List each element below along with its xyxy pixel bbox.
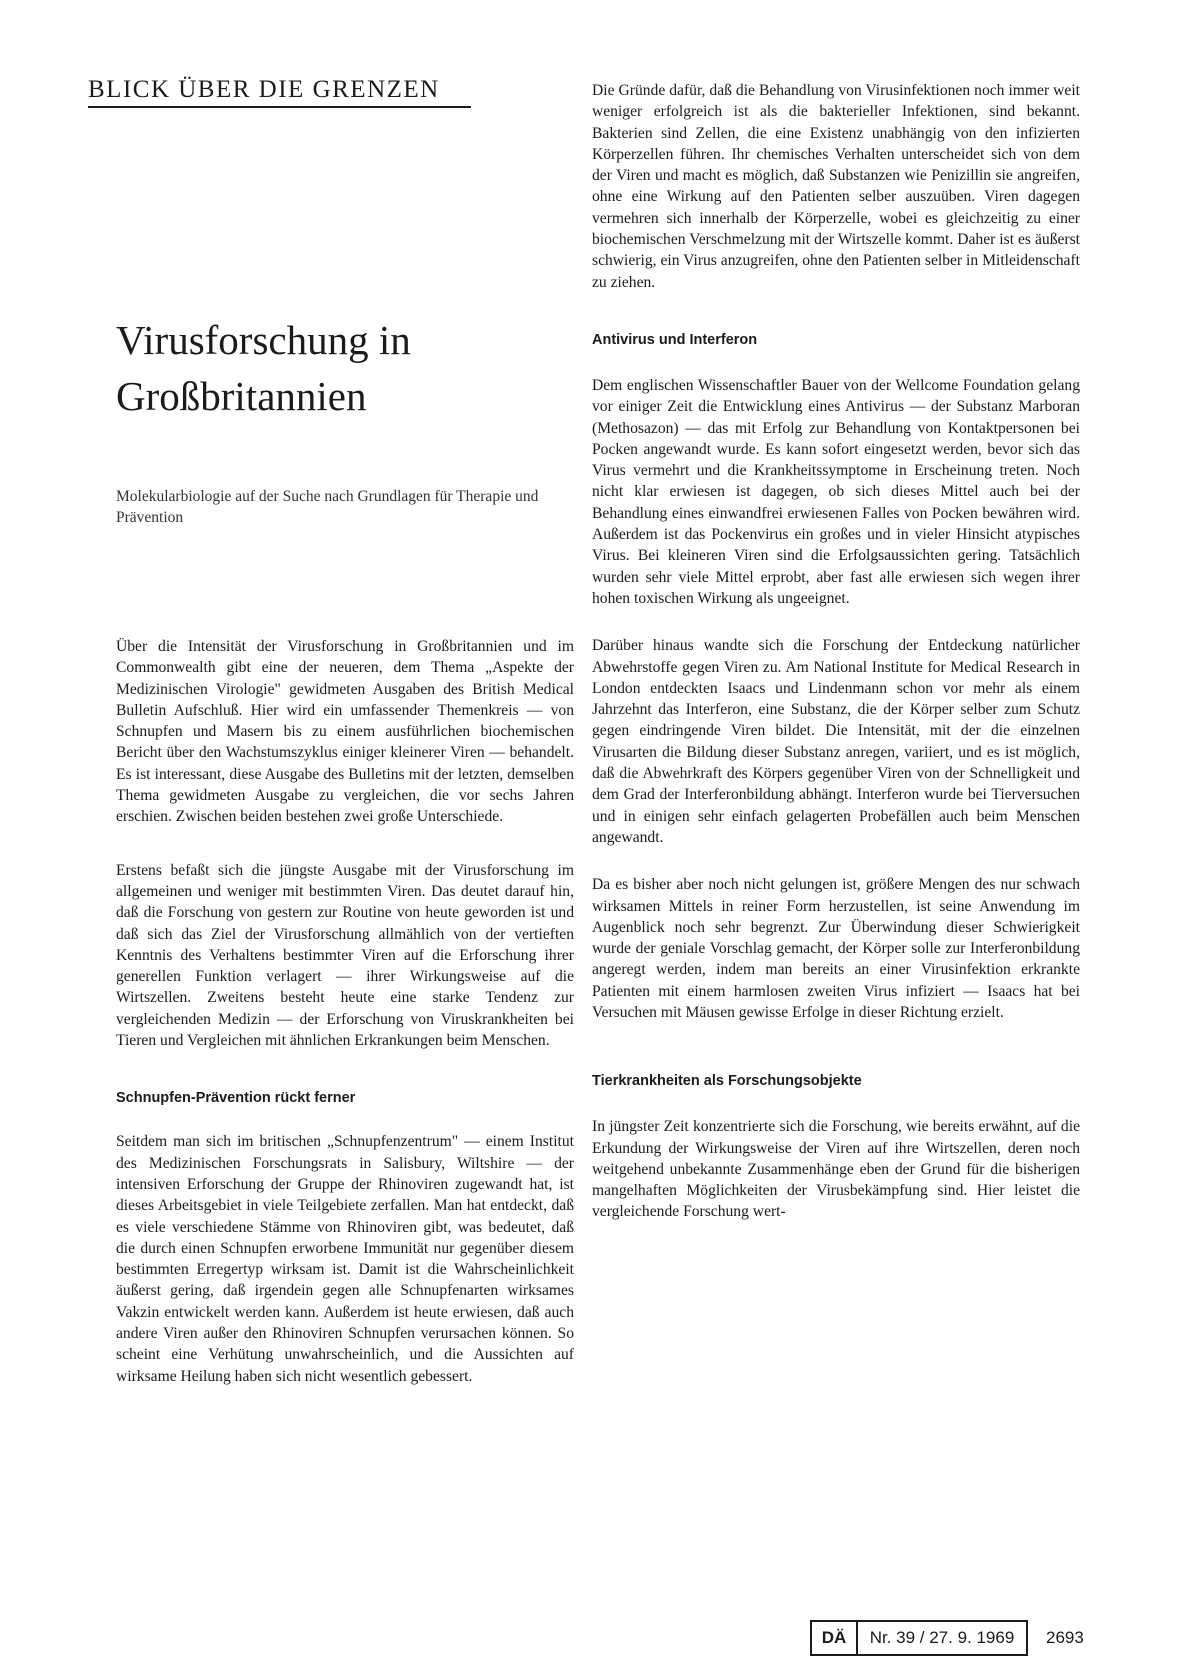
article-subtitle: Molekularbiologie auf der Suche nach Grundlagen für Therapie und Prävention xyxy=(116,488,539,526)
paragraph: Erstens befaßt sich die jüngste Ausgabe mit der Virusforschung im allgemeinen und weniger mit bestimmten Viren. Das deutet darauf hin, daß die Forschung von gestern zur Routine von heute geworden ist und daß sich das Ziel der Virusforschung allmählich von der vertieften Kenntnis des Verhaltens bestimmter Viren auf die Erforschung ihrer generellen Funktion verlagert — ihrer Wirkungsweise auf die Wirtszellen. Zweitens besteht heute eine starke Tendenz zur vergleichenden Medizin — der Erforschung von Viruskrankheiten bei Tieren und Vergleichen mit ähnlichen Erkrankungen beim Menschen. xyxy=(116,861,574,1050)
paragraph: In jüngster Zeit konzentrierte sich die Forschung, wie bereits erwähnt, auf die Erkundung der Wirkungsweise der Viren auf ihre Wirtszellen, deren noch weitgehend unbekannte Zusammenhänge eben der Grund für die bisherigen mangelhaften Möglichkeiten der Virusbekämpfung sind. Hier leistet die vergleichende Forschung wert- xyxy=(592,1118,1080,1221)
right-column xyxy=(592,80,1080,1223)
paragraph: Seitdem man sich im britischen „Schnupfenzentrum" — einem Institut des Medizinischen Forschungsrats in Salisbury, Wiltshire — der intensiven Erforschung der Gruppe der Rhinoviren zugewandt hat, ist dieses Arbeitsgebiet in viele Teilgebiete zerfallen. Man hat entdeckt, daß es viele verschiedene Stämme von Rhinoviren gibt, was bedeutet, daß die durch einen Schnupfen erworbene Immunität nur gegenüber diesem bestimmten Erregertyp wirksam ist. Damit ist die Wahrscheinlichkeit äußerst gering, daß irgendein gegen alle Schnupfenarten wirksames Vakzin entwickelt werden kann. Außerdem ist heute erwiesen, daß auch andere Viren außer den Rhinoviren Schnupfen verursachen können. So scheint eine Verhütung unwahrscheinlich, und die Aussichten auf wirksame Heilung haben sich nicht wesentlich gebessert. xyxy=(116,1133,574,1385)
left-column xyxy=(116,636,574,1387)
paragraph: Da es bisher aber noch nicht gelungen ist, größere Mengen des nur schwach wirksamen Mittels in reiner Form herzustellen, ist seine Anwendung im Augenblick noch sehr begrenzt. Zur Überwindung dieser Schwierigkeit wurde der geniale Vorschlag gemacht, der Körper solle zur Interferonbildung angeregt werden, indem man bereits an einer Virusinfektion erkrankte Patienten mit einem harmlosen zweiten Virus infiziert — Isaacs hat bei Versuchen mit Mäusen gewisse Erfolge in dieser Richtung erzielt. xyxy=(592,876,1080,1021)
journal-logo: DÄ xyxy=(810,1620,858,1656)
paragraph: Die Gründe dafür, daß die Behandlung von Virusinfektionen noch immer weit weniger erfolgreich ist als die bakterieller Infektionen, sind bekannt. Bakterien sind Zellen, die eine Existenz unabhängig von den infizierten Körperzellen führen. Ihr chemisches Verhalten unterscheidet sich von dem der Viren und macht es möglich, daß Substanzen wie Penizillin sie angreifen, ohne eine Wirkung auf den Patienten selber auszuüben. Viren dagegen vermehren sich innerhalb der Körperzelle, wobei es gleichzeitig zu einer biochemischen Verschmelzung mit der Wirtszelle kommt. Daher ist es äußerst schwierig, ein Virus anzugreifen, ohne den Patienten selber in Mitleidenschaft zu ziehen. xyxy=(592,82,1080,291)
paragraph: Dem englischen Wissenschaftler Bauer von der Wellcome Foundation gelang vor einiger Zeit die Entwicklung eines Antivirus — der Substanz Marboran (Methosazon) — das mit Erfolg zur Behandlung von Kontaktpersonen bei Pocken angewandt wurde. Es kann sofort eingesetzt werden, bevor sich das Virus vermehrt und die Krankheitssymptome in Erscheinung treten. Noch nicht klar erwiesen ist dagegen, ob sich dieses Mittel auch bei der Behandlung eines einwandfrei erwiesenen Falles von Pocken bewähren wird. Außerdem ist das Pockenvirus ein großes und in vieler Hinsicht atypisches Virus. Bei kleineren Viren sind die Erfolgsaussichten gering. Tatsächlich wurden sehr viele Mittel erprobt, aber fast alle erwiesen sich wegen ihrer hohen toxischen Wirkung als ungeeignet. xyxy=(592,376,1080,607)
issue-info: Nr. 39 / 27. 9. 1969 xyxy=(858,1620,1028,1656)
subheading: Antivirus und Interferon xyxy=(592,331,758,348)
page-number: 2693 xyxy=(1046,1628,1084,1647)
article-title-line1: Virusforschung in xyxy=(116,317,411,363)
section-rule xyxy=(88,106,471,108)
section-label: BLICK ÜBER DIE GRENZEN xyxy=(88,76,440,103)
subheading: Schnupfen-Prävention rückt ferner xyxy=(116,1090,356,1107)
paragraph: Über die Intensität der Virusforschung in Großbritannien und im Commonwealth gibt eine der neueren, dem Thema „Aspekte der Medizinischen Virologie" gewidmeten Ausgaben des British Medical Bulletin Aufschluß. Hier wird ein umfassender Themenkreis — von Schnupfen und Masern bis zu einem ausführlichen biochemischen Bericht über den Wachstumszyklus einiger kleinerer Viren — behandelt. Es ist interessant, diese Ausgabe des Bulletins mit der letzten, demselben Thema gewidmeten Ausgabe zu vergleichen, die vor sechs Jahren erschien. Zwischen beiden bestehen zwei große Unterschiede. xyxy=(116,638,574,826)
article-title xyxy=(116,312,411,424)
paragraph: Darüber hinaus wandte sich die Forschung der Entdeckung natürlicher Abwehrstoffe gegen Viren zu. Am National Institute for Medical Research in London entdeckten Isaacs und Lindenmann schon vor mehr als einem Jahrzehnt das Interferon, eine Substanz, die der Körper selber zum Schutz gegen eindringende Viren bildet. Die Intensität, mit der die einzelnen Virusarten die Bildung dieser Substanz anregen, variiert, und es ist möglich, daß die Abwehrkraft des Körpers gegenüber Viren von der Schnelligkeit und dem Grad der Interferonbildung abhängt. Interferon wurde bei Tierversuchen und in einigen sehr einfach gelagerten Probefällen auch beim Menschen angewandt. xyxy=(592,637,1080,846)
article-title-line2: Großbritannien xyxy=(116,373,367,419)
subheading: Tierkrankheiten als Forschungsobjekte xyxy=(592,1073,862,1090)
page-footer xyxy=(810,1620,1084,1656)
